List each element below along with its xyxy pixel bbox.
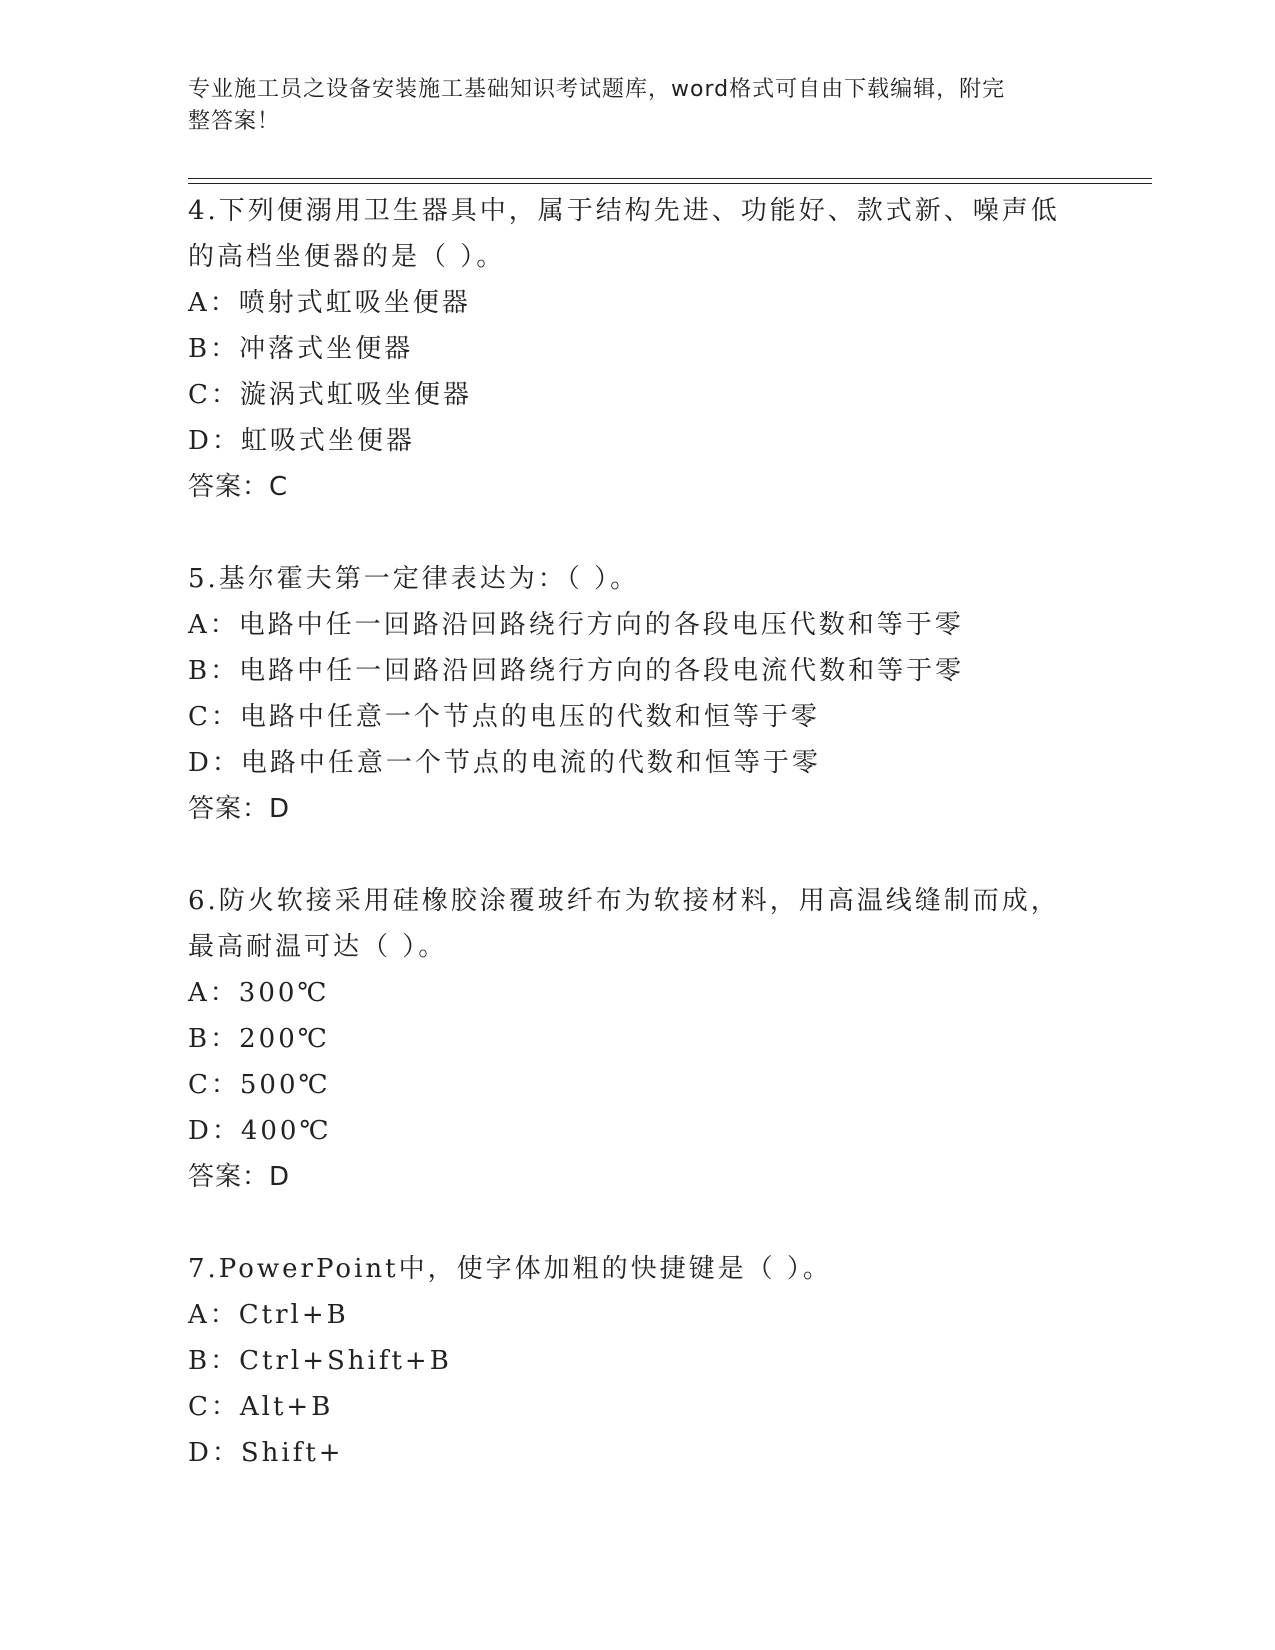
question-stem: 7.PowerPoint中，使字体加粗的快捷键是（ ）。 [188,1254,832,1284]
option-a: A：Ctrl+B [188,1300,349,1330]
question-stem: 6.防火软接采用硅橡胶涂覆玻纤布为软接材料，用高温线缝制而成， [188,886,1060,916]
answer: 答案：D [188,794,291,824]
question-stem: 5.基尔霍夫第一定律表达为：（ ）。 [188,564,640,594]
option-d: D：400℃ [188,1116,332,1146]
question-7 [188,1246,1088,1476]
question-list [188,188,1088,1522]
option-a: A：电路中任一回路沿回路绕行方向的各段电压代数和等于零 [188,610,964,640]
header-line-2: 整答案！ [188,109,281,134]
option-d: D：电路中任意一个节点的电流的代数和恒等于零 [188,748,821,778]
question-stem: 4.下列便溺用卫生器具中，属于结构先进、功能好、款式新、噪声低 [188,196,1060,226]
option-b: B：200℃ [188,1024,330,1054]
option-a: A：300℃ [188,978,330,1008]
question-6 [188,878,1088,1200]
question-4 [188,188,1088,510]
option-b: B：Ctrl+Shift+B [188,1346,452,1376]
option-c: C：漩涡式虹吸坐便器 [188,380,472,410]
header-line-1: 专业施工员之设备安装施工基础知识考试题库，word格式可自由下载编辑，附完 [188,77,1006,102]
question-stem: 的高档坐便器的是（ ）。 [188,242,506,272]
header-divider-top [188,178,1152,179]
answer: 答案：D [188,1162,291,1192]
option-d: D：Shift+ [188,1438,344,1468]
option-d: D：虹吸式坐便器 [188,426,415,456]
header-divider-bottom [188,183,1152,184]
question-stem: 最高耐温可达（ ）。 [188,932,448,962]
option-b: B：冲落式坐便器 [188,334,414,364]
option-b: B：电路中任一回路沿回路绕行方向的各段电流代数和等于零 [188,656,965,686]
option-c: C：Alt+B [188,1392,334,1422]
option-a: A：喷射式虹吸坐便器 [188,288,471,318]
document-header [188,74,1068,138]
question-5 [188,556,1088,832]
answer: 答案：C [188,472,289,502]
option-c: C：电路中任意一个节点的电压的代数和恒等于零 [188,702,820,732]
option-c: C：500℃ [188,1070,331,1100]
